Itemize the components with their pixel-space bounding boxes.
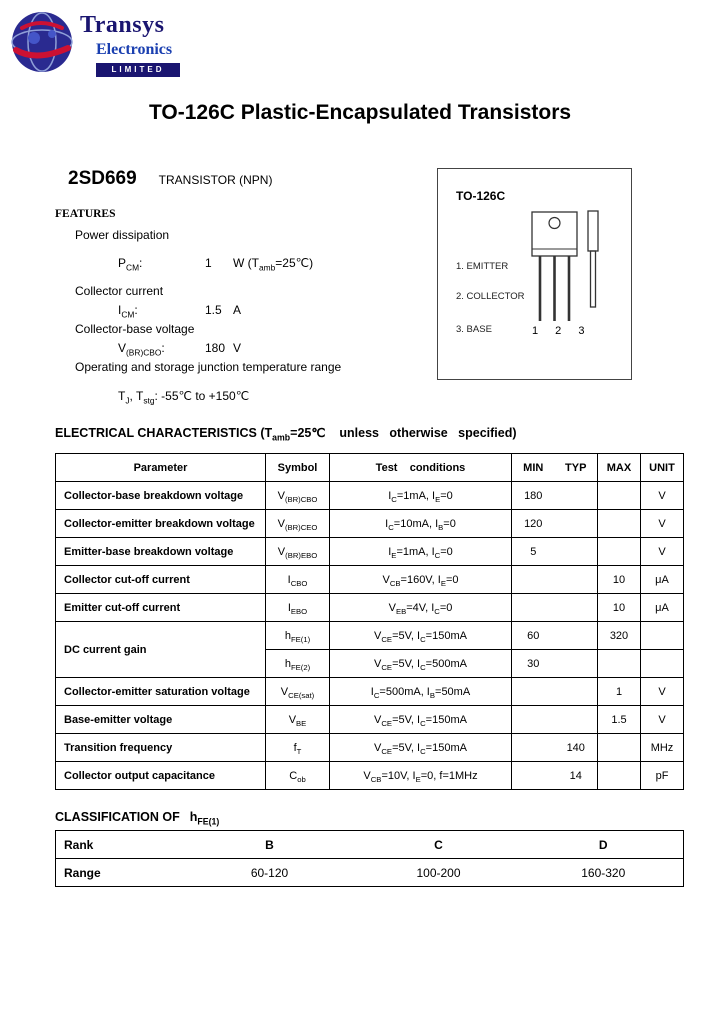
col-typ: TYP	[555, 454, 598, 482]
conditions-cell: $V_{CE}=5V$, $I_C=150mA$	[330, 734, 512, 762]
feature-spec	[118, 301, 425, 320]
max-cell: 1.5	[598, 706, 641, 734]
typ-cell	[555, 650, 598, 678]
unit-cell: V	[641, 678, 684, 706]
feature-label: Power dissipation	[75, 228, 170, 242]
conditions-cell: $I_C=10mA$, $I_B=0$	[330, 510, 512, 538]
classification-header-row	[56, 831, 684, 859]
param-cell: Emitter cut-off current	[56, 594, 266, 622]
rank-d: D	[524, 831, 684, 859]
param-cell: Collector-emitter breakdown voltage	[56, 510, 266, 538]
part-number: 2SD669	[68, 168, 137, 189]
electrical-characteristics-table	[55, 453, 684, 790]
table-row	[56, 678, 684, 706]
feature-unit: V	[233, 341, 242, 355]
max-cell	[598, 482, 641, 510]
feature-symbol: $P_{CM}$:	[118, 256, 143, 273]
feature-temp-range: $T_J$, $T_{stg}$: -55℃ to +150℃	[118, 389, 250, 406]
col-conditions: Test conditions	[330, 454, 512, 482]
unit-cell: V	[641, 510, 684, 538]
max-cell: 10	[598, 594, 641, 622]
feature-value: 180	[205, 341, 226, 355]
param-cell: DC current gain	[56, 622, 266, 678]
max-cell: 320	[598, 622, 641, 650]
rank-label: Rank	[56, 831, 186, 859]
conditions-cell: $V_{CB}=10V$, $I_E=0$, f=1MHz	[330, 762, 512, 790]
symbol-cell: $I_{EBO}$	[266, 594, 330, 622]
pin-label-emitter: 1. EMITTER	[456, 261, 509, 272]
feature-spec	[118, 254, 425, 273]
symbol-cell: $V_{CE(sat)}$	[266, 678, 330, 706]
symbol-cell: $V_{(BR)CEO}$	[266, 510, 330, 538]
unit-cell: V	[641, 706, 684, 734]
table-header-row	[56, 454, 684, 482]
unit-cell: MHz	[641, 734, 684, 762]
max-cell	[598, 538, 641, 566]
typ-cell: 140	[555, 734, 598, 762]
feature-unit: W $(T_{amb}=25℃)$	[233, 256, 314, 273]
table-row	[56, 510, 684, 538]
classification-range-row	[56, 859, 684, 887]
page-title: TO-126C Plastic-Encapsulated Transistors	[148, 101, 572, 124]
package-name: TO-126C	[456, 189, 506, 203]
min-cell: 180	[512, 482, 555, 510]
range-label: Range	[64, 865, 101, 880]
company-logo	[8, 8, 218, 86]
param-cell: Transition frequency	[56, 734, 266, 762]
package-outline-box	[437, 168, 632, 380]
min-cell	[512, 706, 555, 734]
feature-label: Operating and storage junction temperature range	[75, 360, 342, 374]
conditions-cell: $I_E=1mA$, $I_C=0$	[330, 538, 512, 566]
col-min: MIN	[512, 454, 555, 482]
max-cell	[598, 650, 641, 678]
table-row	[56, 566, 684, 594]
feature-label: Collector-base voltage	[75, 322, 195, 336]
col-max: MAX	[598, 454, 641, 482]
feature-symbol: $I_{CM}$:	[118, 303, 138, 320]
table-row	[56, 538, 684, 566]
typ-cell	[555, 538, 598, 566]
symbol-cell: $V_{(BR)CBO}$	[266, 482, 330, 510]
unit-cell: μA	[641, 594, 684, 622]
table-row	[56, 734, 684, 762]
table-row	[56, 762, 684, 790]
electrical-heading-tail: unless otherwise specified)	[339, 426, 517, 440]
typ-cell	[555, 594, 598, 622]
min-cell	[512, 594, 555, 622]
rank-c: C	[354, 831, 524, 859]
min-cell	[512, 762, 555, 790]
min-cell: 60	[512, 622, 555, 650]
feature-label: Collector current	[75, 284, 164, 298]
conditions-cell: $I_C=1mA$, $I_E=0$	[330, 482, 512, 510]
conditions-cell: $V_{CE}=5V$, $I_C=150mA$	[330, 706, 512, 734]
conditions-cell: $V_{EB}=4V$, $I_C=0$	[330, 594, 512, 622]
conditions-cell: $V_{CE}=5V$, $I_C=150mA$	[330, 622, 512, 650]
rank-b: B	[186, 831, 354, 859]
symbol-cell: $f_T$	[266, 734, 330, 762]
unit-cell	[641, 622, 684, 650]
part-type: TRANSISTOR (NPN)	[158, 173, 273, 187]
param-cell: Collector output capacitance	[56, 762, 266, 790]
param-cell: Collector cut-off current	[56, 566, 266, 594]
min-cell: 5	[512, 538, 555, 566]
symbol-cell: $I_{CBO}$	[266, 566, 330, 594]
symbol-cell: $V_{(BR)EBO}$	[266, 538, 330, 566]
max-cell	[598, 510, 641, 538]
unit-cell	[641, 650, 684, 678]
range-c: 100-200	[416, 865, 461, 880]
conditions-cell: $V_{CB}=160V$, $I_E=0$	[330, 566, 512, 594]
electrical-characteristics-heading	[55, 425, 517, 443]
symbol-cell: $C_{ob}$	[266, 762, 330, 790]
feature-value: 1	[205, 256, 212, 270]
table-row	[56, 482, 684, 510]
classification-table	[55, 830, 684, 887]
min-cell	[512, 566, 555, 594]
package-drawing	[526, 207, 646, 337]
range-d: 160-320	[581, 865, 626, 880]
param-cell: Emitter-base breakdown voltage	[56, 538, 266, 566]
symbol-cell: $h_{FE(1)}$	[266, 622, 330, 650]
min-cell: 120	[512, 510, 555, 538]
range-b: 60-120	[250, 865, 289, 880]
typ-cell	[555, 678, 598, 706]
max-cell: 1	[598, 678, 641, 706]
pin-label-collector: 2. COLLECTOR	[456, 291, 525, 302]
max-cell: 10	[598, 566, 641, 594]
symbol-cell: $V_{BE}$	[266, 706, 330, 734]
max-cell	[598, 734, 641, 762]
features-section	[55, 208, 425, 406]
unit-cell: V	[641, 482, 684, 510]
classification-heading-text: CLASSIFICATION OF	[55, 810, 180, 824]
param-cell: Base-emitter voltage	[56, 706, 266, 734]
typ-cell	[555, 566, 598, 594]
table-row	[56, 706, 684, 734]
pin-numbers: 1 2 3	[532, 325, 592, 337]
min-cell: 30	[512, 650, 555, 678]
col-unit: UNIT	[641, 454, 684, 482]
col-parameter: Parameter	[56, 454, 266, 482]
feature-unit: A	[233, 303, 242, 317]
table-row	[56, 622, 684, 650]
typ-cell	[555, 482, 598, 510]
part-row	[68, 168, 272, 190]
min-cell	[512, 678, 555, 706]
symbol-cell: $h_{FE(2)}$	[266, 650, 330, 678]
brand-subname: Electronics	[96, 41, 173, 58]
classification-heading	[55, 810, 220, 827]
unit-cell: V	[641, 538, 684, 566]
features-heading: FEATURES	[55, 208, 116, 220]
brand-name: Transys	[80, 12, 165, 38]
electrical-heading-main: ELECTRICAL CHARACTERISTICS ($T_{amb}=25℃$	[55, 426, 326, 443]
feature-spec	[118, 339, 425, 358]
unit-cell: pF	[641, 762, 684, 790]
typ-cell	[555, 706, 598, 734]
max-cell	[598, 762, 641, 790]
min-cell	[512, 734, 555, 762]
table-row	[56, 594, 684, 622]
unit-cell: μA	[641, 566, 684, 594]
param-cell: Collector-emitter saturation voltage	[56, 678, 266, 706]
typ-cell	[555, 622, 598, 650]
brand-limited-banner: LIMITED	[96, 63, 180, 77]
typ-cell: 14	[555, 762, 598, 790]
pin-label-base: 3. BASE	[456, 324, 492, 335]
conditions-cell: $I_C=500mA$, $I_B=50mA$	[330, 678, 512, 706]
conditions-cell: $V_{CE}=5V$, $I_C=500mA$	[330, 650, 512, 678]
feature-symbol: $V_{(BR)CBO}$:	[118, 341, 165, 358]
globe-icon	[10, 10, 74, 74]
feature-value: 1.5	[205, 303, 222, 317]
typ-cell	[555, 510, 598, 538]
param-cell: Collector-base breakdown voltage	[56, 482, 266, 510]
classification-heading-symbol: $h_{FE(1)}$	[189, 810, 220, 827]
col-symbol: Symbol	[266, 454, 330, 482]
